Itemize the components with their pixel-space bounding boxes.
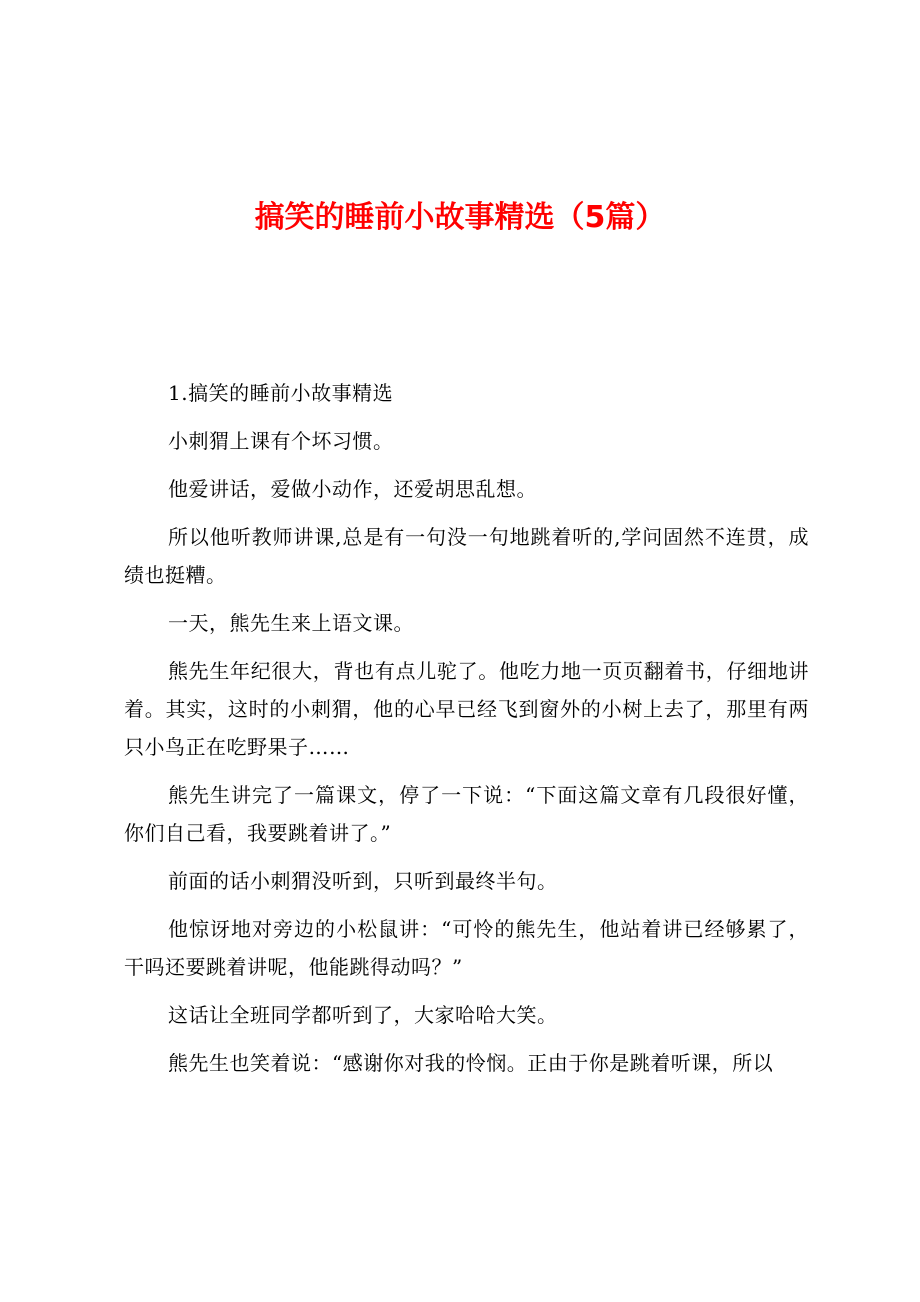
paragraph: 熊先生年纪很大，背也有点儿驼了。他吃力地一页页翻着书，仔细地讲着。其实，这时的小刺猬，他的心早已经飞到窗外的小树上去了，那里有两只小鸟正在吃野果子…… bbox=[124, 659, 809, 759]
paragraph: 一天，熊先生来上语文课。 bbox=[168, 611, 414, 635]
document-title: 搞笑的睡前小故事精选（5篇） bbox=[254, 200, 666, 235]
paragraph: 所以他听教师讲课,总是有一句没一句地跳着听的,学问固然不连贯，成绩也挺糟。 bbox=[124, 525, 809, 587]
paragraph: 熊先生也笑着说：“感谢你对我的怜悯。正由于你是跳着听课，所以 bbox=[168, 1051, 774, 1075]
paragraph: 他惊讶地对旁边的小松鼠讲：“可怜的熊先生，他站着讲已经够累了，干吗还要跳着讲呢，他能跳得动吗？” bbox=[124, 917, 809, 979]
document-body bbox=[124, 374, 809, 1092]
paragraph: 前面的话小刺猬没听到，只听到最终半句。 bbox=[168, 869, 558, 893]
paragraph: 小刺猬上课有个坏习惯。 bbox=[168, 429, 394, 453]
paragraph: 他爱讲话，爱做小动作，还爱胡思乱想。 bbox=[168, 477, 537, 501]
paragraph: 熊先生讲完了一篇课文，停了一下说：“下面这篇文章有几段很好懂，你们自己看，我要跳着讲了。” bbox=[124, 783, 809, 845]
paragraph: 1.搞笑的睡前小故事精选 bbox=[168, 381, 394, 405]
paragraph: 这话让全班同学都听到了，大家哈哈大笑。 bbox=[168, 1003, 558, 1027]
